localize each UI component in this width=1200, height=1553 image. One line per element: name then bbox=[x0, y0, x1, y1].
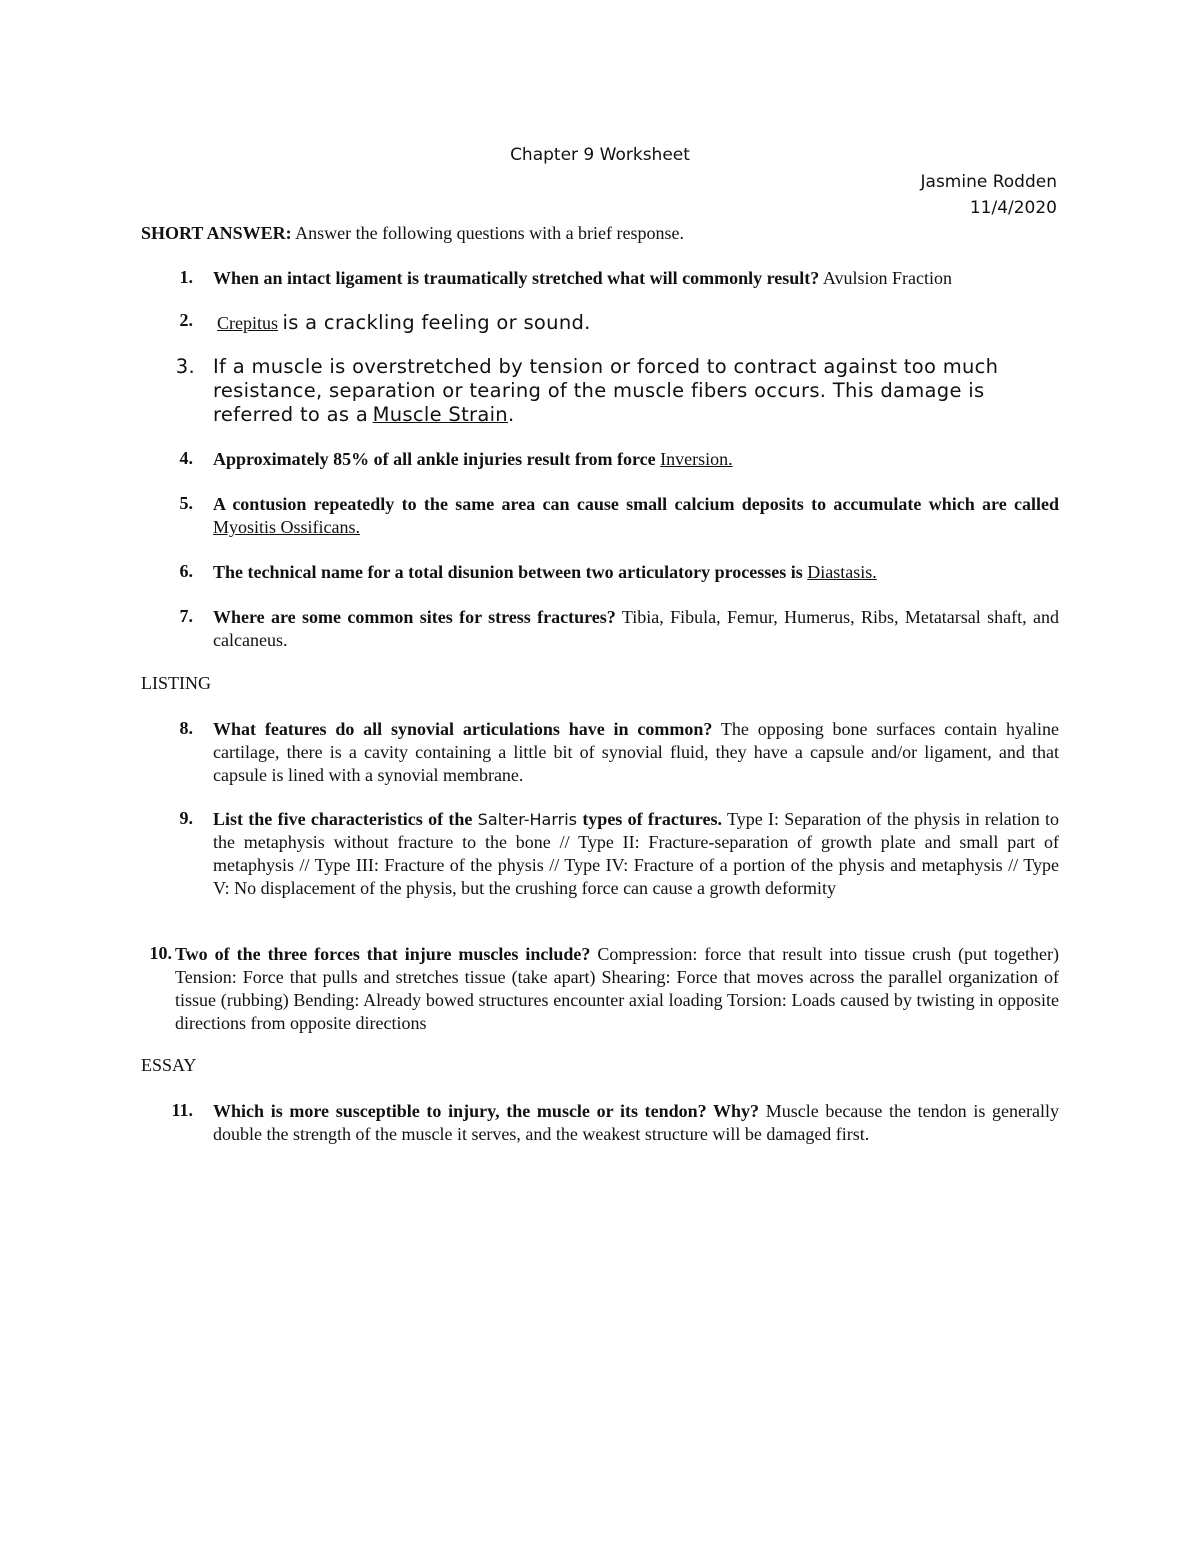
question-answer: Type I: Separation of the physis in relation to the metaphysis without fracture to the bone // Type II: Fracture-separation of growth plate and small part of metaphysis // Type III: Fracture of the physis // Type IV: Fracture of a portion of the physis and metaphysis // Type V: No displacement of the physis, but the crushing force can cause a growth deformity bbox=[213, 809, 1059, 898]
question-3 bbox=[141, 355, 1059, 427]
question-1 bbox=[141, 267, 1059, 290]
question-number: 4. bbox=[179, 448, 193, 468]
question-2 bbox=[141, 310, 1059, 336]
question-6 bbox=[141, 561, 1059, 584]
question-4 bbox=[141, 448, 1059, 471]
question-number: 3. bbox=[175, 355, 195, 378]
question-answer: Compression: force that result into tissue crush (put together) Tension: Force that pulls and stretches tissue (take apart) Shearing: Force that moves across the parallel organization of tissue (rubbing) Bending: Already bowed structures encounter axial loading Torsion: Loads caused by twisting in opposite directions from opposite directions bbox=[175, 944, 1059, 1033]
question-number: 1. bbox=[179, 267, 193, 287]
question-prompt: Where are some common sites for stress fractures? bbox=[213, 607, 616, 627]
question-number: 5. bbox=[179, 493, 193, 513]
short-answer-instruction: Answer the following questions with a brief response. bbox=[295, 223, 685, 243]
question-prompt: Two of the three forces that injure muscles include? bbox=[175, 944, 591, 964]
question-prompt: Approximately 85% of all ankle injuries result from force bbox=[213, 449, 656, 469]
answer-blank: Diastasis. bbox=[807, 562, 877, 582]
salter-harris-text: Salter-Harris bbox=[477, 810, 578, 829]
question-11 bbox=[141, 1100, 1059, 1146]
question-number: 8. bbox=[179, 718, 193, 738]
question-prompt: Which is more susceptible to injury, the muscle or its tendon? Why? bbox=[213, 1101, 760, 1121]
question-prompt: List the five characteristics of the bbox=[213, 809, 473, 829]
author-name: Jasmine Rodden bbox=[920, 172, 1057, 192]
question-9 bbox=[141, 808, 1059, 900]
question-prompt-end: types of fractures. bbox=[582, 809, 723, 829]
question-7 bbox=[141, 606, 1059, 652]
answer-blank: Muscle Strain bbox=[372, 403, 508, 426]
question-5 bbox=[141, 493, 1059, 539]
question-text-end: . bbox=[507, 403, 515, 426]
document-date: 11/4/2020 bbox=[969, 198, 1057, 218]
short-answer-heading: SHORT ANSWER: bbox=[141, 223, 292, 243]
question-answer: Tibia, Fibula, Femur, Humerus, Ribs, Metatarsal shaft, and calcaneus. bbox=[213, 607, 1059, 650]
question-prompt: What features do all synovial articulations have in common? bbox=[213, 719, 713, 739]
question-number: 9. bbox=[179, 808, 193, 828]
question-number: 6. bbox=[179, 561, 193, 581]
question-number: 2. bbox=[179, 310, 193, 330]
question-number: 10. bbox=[149, 943, 172, 963]
essay-heading: ESSAY bbox=[141, 1055, 197, 1075]
question-number: 11. bbox=[171, 1100, 193, 1120]
question-10 bbox=[120, 943, 1059, 1035]
question-answer: The opposing bone surfaces contain hyaline cartilage, there is a cavity containing a little bit of synovial fluid, they have a capsule and/or ligament, and that capsule is lined with a synovial membrane. bbox=[213, 719, 1059, 785]
question-prompt: A contusion repeatedly to the same area can cause small calcium deposits to accumulate which are called bbox=[213, 494, 1059, 514]
question-number: 7. bbox=[179, 606, 193, 626]
question-answer: Muscle because the tendon is generally double the strength of the muscle it serves, and the weakest structure will be damaged first. bbox=[213, 1101, 1060, 1144]
question-prompt: The technical name for a total disunion between two articulatory processes is bbox=[213, 562, 803, 582]
question-prompt: When an intact ligament is traumatically stretched what will commonly result? bbox=[213, 268, 820, 288]
short-answer-section-header bbox=[141, 223, 684, 244]
question-text: If a muscle is overstretched by tension or forced to contract against too much resistance, separation or tearing of the muscle fibers occurs. This damage is referred to as a bbox=[213, 355, 999, 426]
question-8 bbox=[141, 718, 1059, 787]
question-answer: Avulsion Fraction bbox=[822, 268, 952, 288]
answer-blank: Myositis Ossificans. bbox=[213, 517, 361, 537]
document-title: Chapter 9 Worksheet bbox=[510, 145, 690, 165]
answer-blank: Crepitus bbox=[217, 313, 278, 333]
question-text: is a crackling feeling or sound. bbox=[282, 311, 591, 334]
listing-heading: LISTING bbox=[141, 673, 211, 693]
answer-blank: Inversion. bbox=[660, 449, 733, 469]
